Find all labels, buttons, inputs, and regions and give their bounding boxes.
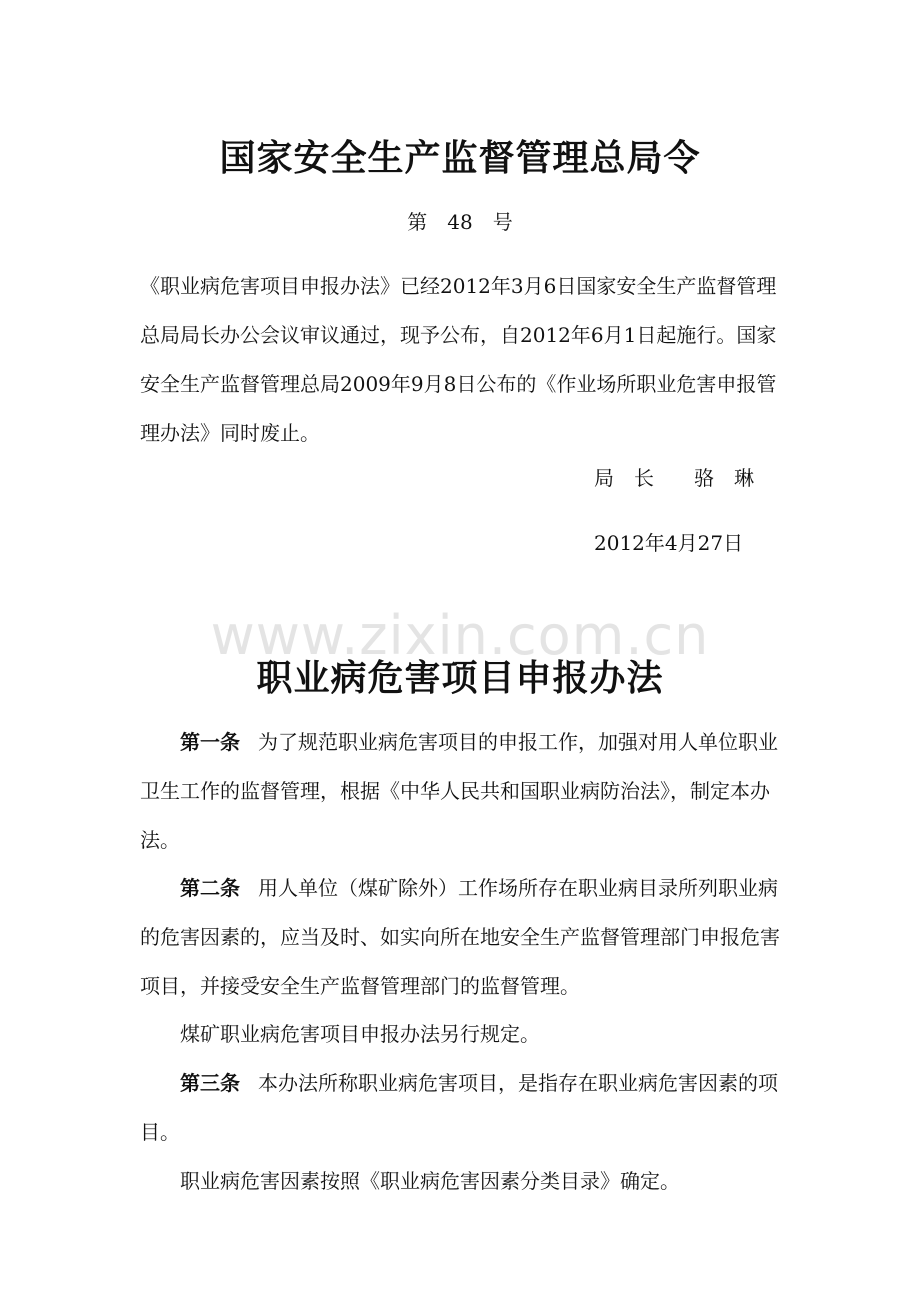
article-2-label: 第二条 <box>180 876 240 900</box>
article-2 <box>140 864 790 1011</box>
article-3-extra: 职业病危害因素按照《职业病危害因素分类目录》确定。 <box>180 1169 680 1193</box>
signature: 局 长 骆 琳 <box>594 466 754 490</box>
order-date: 2012年4月27日 <box>594 531 744 555</box>
measures-title: 职业病危害项目申报办法 <box>256 657 664 699</box>
article-3 <box>140 1059 790 1157</box>
article-3-text: 本办法所称职业病危害项目，是指存在职业病危害因素的项目。 <box>140 1071 778 1144</box>
order-intro-paragraph: 《职业病危害项目申报办法》已经2012年3月6日国家安全生产监督管理总局局长办公会议审议通过，现予公布，自2012年6月1日起施行。国家安全生产监督管理总局2009年9月8日公布的《作业场所职业危害申报管理办法》同时废止。 <box>140 274 777 445</box>
article-1-text: 为了规范职业病危害项目的申报工作，加强对用人单位职业卫生工作的监督管理，根据《中华人民共和国职业病防治法》，制定本办法。 <box>140 730 778 852</box>
order-title: 国家安全生产监督管理总局令 <box>219 137 701 179</box>
article-2-extra: 煤矿职业病危害项目申报办法另行规定。 <box>180 1022 540 1046</box>
article-2-text: 用人单位（煤矿除外）工作场所存在职业病目录所列职业病的危害因素的，应当及时、如实向所在地安全生产监督管理部门申报危害项目，并接受安全生产监督管理部门的监督管理。 <box>140 876 780 998</box>
article-3-label: 第三条 <box>180 1071 240 1095</box>
article-1 <box>140 718 790 865</box>
watermark: www.zixin.com.cn <box>210 604 710 667</box>
order-number: 第 48 号 <box>407 210 513 234</box>
article-1-label: 第一条 <box>180 730 240 754</box>
